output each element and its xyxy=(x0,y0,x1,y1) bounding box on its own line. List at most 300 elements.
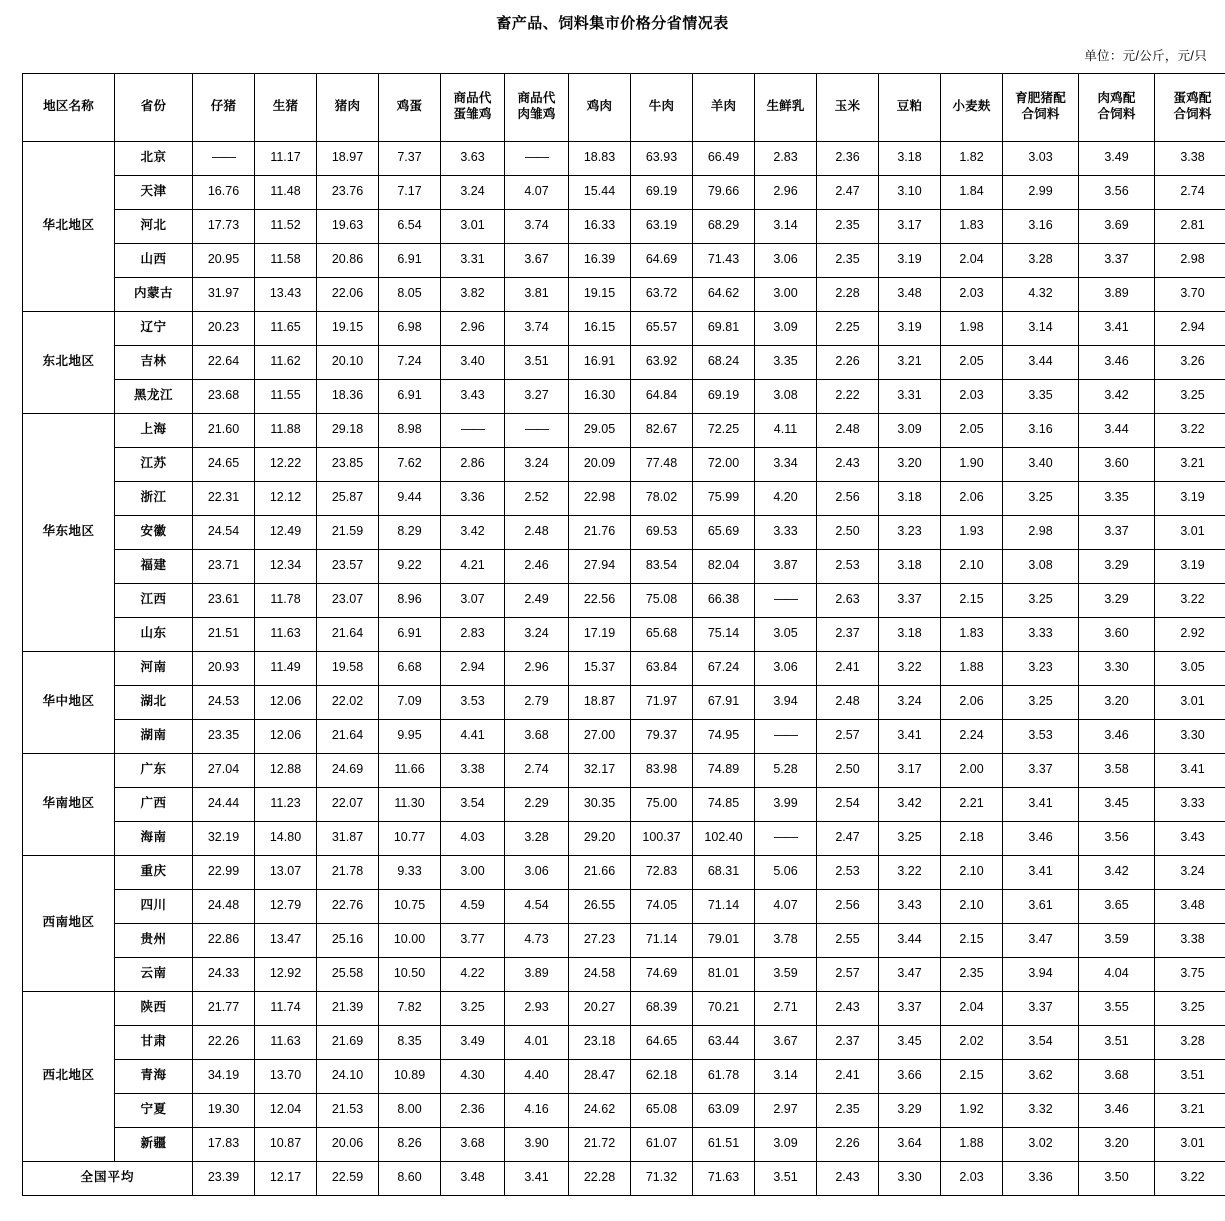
price-value-cell: 2.86 xyxy=(441,447,505,481)
price-value-cell: 3.01 xyxy=(1155,685,1225,719)
table-row xyxy=(23,175,1225,209)
price-value-cell: 100.37 xyxy=(631,821,693,855)
price-value-cell: 11.63 xyxy=(255,1025,317,1059)
table-head xyxy=(23,73,1225,141)
price-value-cell: 74.69 xyxy=(631,957,693,991)
price-value-cell: 11.78 xyxy=(255,583,317,617)
price-value-cell: 3.37 xyxy=(1079,515,1155,549)
price-value-cell: 11.65 xyxy=(255,311,317,345)
price-value-cell: 3.74 xyxy=(505,209,569,243)
price-value-cell: 3.78 xyxy=(755,923,817,957)
price-value-cell: 3.23 xyxy=(1003,651,1079,685)
price-value-cell: 3.35 xyxy=(755,345,817,379)
total-value-cell: 8.60 xyxy=(379,1161,441,1195)
region-name-cell: 西北地区 xyxy=(23,991,115,1161)
province-name-cell: 河北 xyxy=(115,209,193,243)
price-value-cell: 10.75 xyxy=(379,889,441,923)
price-value-cell: 3.28 xyxy=(505,821,569,855)
price-value-cell: 67.24 xyxy=(693,651,755,685)
price-value-cell: 3.24 xyxy=(505,447,569,481)
price-value-cell: 3.19 xyxy=(879,243,941,277)
price-value-cell: 8.29 xyxy=(379,515,441,549)
no-data-dash: —— xyxy=(774,830,797,845)
price-value-cell: 13.70 xyxy=(255,1059,317,1093)
table-row xyxy=(23,209,1225,243)
no-data-dash: —— xyxy=(774,728,797,743)
price-value-cell: 26.55 xyxy=(569,889,631,923)
price-value-cell: 25.16 xyxy=(317,923,379,957)
price-value-cell: 3.53 xyxy=(1003,719,1079,753)
price-value-cell: 11.88 xyxy=(255,413,317,447)
price-value-cell: 3.30 xyxy=(1079,651,1155,685)
price-value-cell: 3.60 xyxy=(1079,617,1155,651)
price-value-cell: 1.98 xyxy=(941,311,1003,345)
price-value-cell: 4.16 xyxy=(505,1093,569,1127)
price-value-cell: 1.88 xyxy=(941,651,1003,685)
price-value-cell: 11.74 xyxy=(255,991,317,1025)
price-value-cell: 3.06 xyxy=(755,243,817,277)
price-value-cell: 3.24 xyxy=(879,685,941,719)
price-value-cell: 29.20 xyxy=(569,821,631,855)
price-value-cell: 75.08 xyxy=(631,583,693,617)
price-value-cell: 3.29 xyxy=(1079,549,1155,583)
price-value-cell: 3.63 xyxy=(441,141,505,175)
price-value-cell: 3.87 xyxy=(755,549,817,583)
price-value-cell: 3.31 xyxy=(441,243,505,277)
price-value-cell: 2.06 xyxy=(941,481,1003,515)
price-value-cell: 20.10 xyxy=(317,345,379,379)
region-name-cell: 华东地区 xyxy=(23,413,115,651)
price-value-cell: 29.05 xyxy=(569,413,631,447)
price-value-cell: 3.58 xyxy=(1079,753,1155,787)
table-row xyxy=(23,243,1225,277)
price-value-cell: 11.48 xyxy=(255,175,317,209)
price-value-cell: 2.10 xyxy=(941,889,1003,923)
price-value-cell: 2.28 xyxy=(817,277,879,311)
price-value-cell: 3.41 xyxy=(1079,311,1155,345)
price-value-cell: 2.50 xyxy=(817,515,879,549)
price-value-cell: 2.24 xyxy=(941,719,1003,753)
price-value-cell: 3.41 xyxy=(1003,855,1079,889)
price-value-cell: 69.19 xyxy=(693,379,755,413)
price-value-cell: 7.62 xyxy=(379,447,441,481)
price-value-cell: 21.39 xyxy=(317,991,379,1025)
price-value-cell: 21.69 xyxy=(317,1025,379,1059)
price-value-cell: 7.17 xyxy=(379,175,441,209)
price-value-cell: 3.14 xyxy=(755,209,817,243)
price-value-cell: 3.17 xyxy=(879,209,941,243)
price-value-cell xyxy=(505,141,569,175)
price-value-cell: 3.64 xyxy=(879,1127,941,1161)
price-value-cell: 3.46 xyxy=(1079,345,1155,379)
price-value-cell: 3.49 xyxy=(441,1025,505,1059)
price-value-cell: 81.01 xyxy=(693,957,755,991)
price-value-cell: 6.91 xyxy=(379,243,441,277)
price-value-cell: 4.04 xyxy=(1079,957,1155,991)
price-value-cell: 4.54 xyxy=(505,889,569,923)
price-value-cell: 79.01 xyxy=(693,923,755,957)
price-value-cell: 15.37 xyxy=(569,651,631,685)
price-value-cell: 3.03 xyxy=(1003,141,1079,175)
column-header-line: 蛋雏鸡 xyxy=(453,107,492,121)
province-name-cell: 宁夏 xyxy=(115,1093,193,1127)
price-value-cell: 68.39 xyxy=(631,991,693,1025)
province-name-cell: 陕西 xyxy=(115,991,193,1025)
price-value-cell: 3.46 xyxy=(1079,719,1155,753)
price-value-cell: 65.68 xyxy=(631,617,693,651)
price-value-cell: 28.47 xyxy=(569,1059,631,1093)
price-value-cell: 69.81 xyxy=(693,311,755,345)
price-value-cell: 10.77 xyxy=(379,821,441,855)
price-value-cell: 23.07 xyxy=(317,583,379,617)
no-data-dash: —— xyxy=(461,422,484,437)
price-value-cell: 63.84 xyxy=(631,651,693,685)
table-row xyxy=(23,515,1225,549)
price-value-cell: 11.66 xyxy=(379,753,441,787)
price-value-cell: 2.53 xyxy=(817,549,879,583)
price-value-cell: 74.89 xyxy=(693,753,755,787)
price-value-cell: 8.26 xyxy=(379,1127,441,1161)
column-header-line: 合饲料 xyxy=(1097,107,1136,121)
price-value-cell: 3.56 xyxy=(1079,175,1155,209)
price-value-cell: 3.69 xyxy=(1079,209,1155,243)
price-value-cell: 66.38 xyxy=(693,583,755,617)
table-row xyxy=(23,923,1225,957)
price-value-cell: 3.31 xyxy=(879,379,941,413)
price-value-cell: 24.54 xyxy=(193,515,255,549)
column-header-line: 育肥猪配 xyxy=(1015,91,1066,106)
price-value-cell: 63.92 xyxy=(631,345,693,379)
province-name-cell: 江苏 xyxy=(115,447,193,481)
region-name-cell: 华南地区 xyxy=(23,753,115,855)
price-value-cell: 3.19 xyxy=(879,311,941,345)
total-value-cell: 22.28 xyxy=(569,1161,631,1195)
price-value-cell: 2.10 xyxy=(941,549,1003,583)
total-value-cell: 3.48 xyxy=(441,1161,505,1195)
price-value-cell: 11.30 xyxy=(379,787,441,821)
price-value-cell: 30.35 xyxy=(569,787,631,821)
price-value-cell: 72.83 xyxy=(631,855,693,889)
price-value-cell: 11.55 xyxy=(255,379,317,413)
price-value-cell: 2.00 xyxy=(941,753,1003,787)
price-value-cell: 3.18 xyxy=(879,141,941,175)
price-value-cell: 2.93 xyxy=(505,991,569,1025)
price-value-cell: 3.00 xyxy=(441,855,505,889)
price-value-cell: 11.62 xyxy=(255,345,317,379)
price-value-cell: 12.79 xyxy=(255,889,317,923)
price-value-cell: 82.67 xyxy=(631,413,693,447)
price-value-cell: 2.83 xyxy=(755,141,817,175)
price-value-cell: 3.38 xyxy=(1155,923,1225,957)
price-value-cell: 16.39 xyxy=(569,243,631,277)
table-row xyxy=(23,617,1225,651)
price-value-cell: 21.72 xyxy=(569,1127,631,1161)
price-value-cell: 2.29 xyxy=(505,787,569,821)
column-header xyxy=(1079,73,1155,141)
price-value-cell: 6.54 xyxy=(379,209,441,243)
price-value-cell: 3.09 xyxy=(755,1127,817,1161)
price-value-cell: 2.26 xyxy=(817,1127,879,1161)
price-value-cell: 3.08 xyxy=(755,379,817,413)
price-value-cell: 3.74 xyxy=(505,311,569,345)
price-value-cell: 3.00 xyxy=(755,277,817,311)
price-value-cell: 6.91 xyxy=(379,379,441,413)
province-name-cell: 上海 xyxy=(115,413,193,447)
price-value-cell: 10.87 xyxy=(255,1127,317,1161)
price-value-cell: 22.64 xyxy=(193,345,255,379)
price-value-cell: 21.64 xyxy=(317,719,379,753)
price-value-cell: 3.59 xyxy=(1079,923,1155,957)
column-header-line: 合饲料 xyxy=(1173,107,1212,121)
price-value-cell: 3.44 xyxy=(1003,345,1079,379)
price-value-cell: 3.41 xyxy=(879,719,941,753)
province-name-cell: 贵州 xyxy=(115,923,193,957)
total-value-cell: 71.32 xyxy=(631,1161,693,1195)
table-row xyxy=(23,1093,1225,1127)
price-value-cell: 63.19 xyxy=(631,209,693,243)
price-value-cell: 2.96 xyxy=(755,175,817,209)
price-value-cell: 69.19 xyxy=(631,175,693,209)
province-name-cell: 浙江 xyxy=(115,481,193,515)
total-value-cell: 23.39 xyxy=(193,1161,255,1195)
price-value-cell: 1.90 xyxy=(941,447,1003,481)
price-value-cell: 22.07 xyxy=(317,787,379,821)
column-header: 地区名称 xyxy=(23,73,115,141)
table-container xyxy=(0,73,1225,1196)
price-value-cell: 3.42 xyxy=(879,787,941,821)
price-value-cell: 3.49 xyxy=(1079,141,1155,175)
price-value-cell: 6.91 xyxy=(379,617,441,651)
price-value-cell: 25.58 xyxy=(317,957,379,991)
province-name-cell: 广西 xyxy=(115,787,193,821)
price-value-cell: 22.06 xyxy=(317,277,379,311)
province-name-cell: 广东 xyxy=(115,753,193,787)
price-value-cell: 3.29 xyxy=(1079,583,1155,617)
header-row xyxy=(23,73,1225,141)
price-value-cell: 3.25 xyxy=(1003,583,1079,617)
price-value-cell: 3.81 xyxy=(505,277,569,311)
price-value-cell: 3.59 xyxy=(755,957,817,991)
price-value-cell: 22.31 xyxy=(193,481,255,515)
price-value-cell: 11.63 xyxy=(255,617,317,651)
price-value-cell: 74.05 xyxy=(631,889,693,923)
price-value-cell: 3.41 xyxy=(1155,753,1225,787)
price-value-cell: 2.15 xyxy=(941,583,1003,617)
price-value-cell: 4.07 xyxy=(505,175,569,209)
table-row xyxy=(23,481,1225,515)
total-value-cell: 3.50 xyxy=(1079,1161,1155,1195)
price-value-cell: 13.43 xyxy=(255,277,317,311)
price-value-cell: 4.22 xyxy=(441,957,505,991)
table-row xyxy=(23,311,1225,345)
price-value-cell: 20.09 xyxy=(569,447,631,481)
price-value-cell: 31.87 xyxy=(317,821,379,855)
price-value-cell: 75.99 xyxy=(693,481,755,515)
price-value-cell: 69.53 xyxy=(631,515,693,549)
price-value-cell: 3.37 xyxy=(879,991,941,1025)
price-value-cell: 3.23 xyxy=(879,515,941,549)
price-value-cell: 2.26 xyxy=(817,345,879,379)
price-value-cell: 3.68 xyxy=(441,1127,505,1161)
price-value-cell: 3.20 xyxy=(879,447,941,481)
price-value-cell: 2.48 xyxy=(817,685,879,719)
price-value-cell: 3.37 xyxy=(1003,991,1079,1025)
column-header-line: 蛋鸡配 xyxy=(1173,91,1212,106)
price-value-cell: 72.00 xyxy=(693,447,755,481)
price-value-cell xyxy=(755,719,817,753)
price-value-cell: 82.04 xyxy=(693,549,755,583)
price-value-cell: 4.59 xyxy=(441,889,505,923)
table-row xyxy=(23,1127,1225,1161)
price-value-cell: 83.98 xyxy=(631,753,693,787)
price-value-cell: 8.96 xyxy=(379,583,441,617)
price-value-cell: 11.58 xyxy=(255,243,317,277)
price-value-cell: 3.94 xyxy=(755,685,817,719)
province-name-cell: 湖南 xyxy=(115,719,193,753)
price-value-cell: 10.00 xyxy=(379,923,441,957)
no-data-dash: —— xyxy=(212,150,235,165)
price-value-cell: 3.02 xyxy=(1003,1127,1079,1161)
price-value-cell: 4.07 xyxy=(755,889,817,923)
price-value-cell: 22.98 xyxy=(569,481,631,515)
price-value-cell: 3.43 xyxy=(1155,821,1225,855)
price-value-cell: 12.06 xyxy=(255,719,317,753)
price-value-cell: 18.83 xyxy=(569,141,631,175)
price-value-cell: 20.86 xyxy=(317,243,379,277)
price-value-cell: 20.06 xyxy=(317,1127,379,1161)
table-row xyxy=(23,651,1225,685)
price-value-cell: 3.42 xyxy=(1079,855,1155,889)
price-value-cell: 27.00 xyxy=(569,719,631,753)
column-header: 生猪 xyxy=(255,73,317,141)
price-value-cell: 21.78 xyxy=(317,855,379,889)
column-header-line: 肉雏鸡 xyxy=(517,107,556,121)
price-value-cell: 16.76 xyxy=(193,175,255,209)
table-row xyxy=(23,1025,1225,1059)
price-value-cell: 23.35 xyxy=(193,719,255,753)
price-value-cell: 21.60 xyxy=(193,413,255,447)
price-value-cell: 12.06 xyxy=(255,685,317,719)
price-value-cell: 74.85 xyxy=(693,787,755,821)
price-value-cell: 24.48 xyxy=(193,889,255,923)
price-value-cell: 3.33 xyxy=(1155,787,1225,821)
price-value-cell: 67.91 xyxy=(693,685,755,719)
price-value-cell: 3.47 xyxy=(1003,923,1079,957)
column-header-line: 合饲料 xyxy=(1021,107,1060,121)
price-value-cell: 12.34 xyxy=(255,549,317,583)
price-value-cell: 2.36 xyxy=(817,141,879,175)
price-value-cell: 65.69 xyxy=(693,515,755,549)
price-value-cell: 16.30 xyxy=(569,379,631,413)
table-row xyxy=(23,141,1225,175)
price-value-cell: 3.46 xyxy=(1003,821,1079,855)
price-value-cell: 3.44 xyxy=(1079,413,1155,447)
price-value-cell: 3.18 xyxy=(879,617,941,651)
price-value-cell: 21.64 xyxy=(317,617,379,651)
price-value-cell: 4.03 xyxy=(441,821,505,855)
total-value-cell: 3.41 xyxy=(505,1161,569,1195)
price-value-cell: 2.83 xyxy=(441,617,505,651)
price-value-cell xyxy=(755,821,817,855)
price-value-cell: 3.05 xyxy=(755,617,817,651)
price-value-cell: 2.35 xyxy=(941,957,1003,991)
table-row xyxy=(23,889,1225,923)
table-row xyxy=(23,855,1225,889)
price-value-cell: 11.23 xyxy=(255,787,317,821)
price-value-cell: 2.50 xyxy=(817,753,879,787)
column-header-line: 商品代 xyxy=(517,91,556,106)
table-row xyxy=(23,1059,1225,1093)
price-value-cell: 3.16 xyxy=(1003,413,1079,447)
price-value-cell: 32.19 xyxy=(193,821,255,855)
price-value-cell: 3.19 xyxy=(1155,549,1225,583)
price-value-cell: 2.98 xyxy=(1155,243,1225,277)
province-name-cell: 北京 xyxy=(115,141,193,175)
province-name-cell: 吉林 xyxy=(115,345,193,379)
price-value-cell: 61.78 xyxy=(693,1059,755,1093)
price-value-cell: 3.51 xyxy=(1155,1059,1225,1093)
price-value-cell: 9.95 xyxy=(379,719,441,753)
price-value-cell: 19.15 xyxy=(317,311,379,345)
price-value-cell: 3.99 xyxy=(755,787,817,821)
price-value-cell: 3.32 xyxy=(1003,1093,1079,1127)
price-value-cell: 3.70 xyxy=(1155,277,1225,311)
price-value-cell: 5.28 xyxy=(755,753,817,787)
price-value-cell: 2.10 xyxy=(941,855,1003,889)
price-value-cell: 24.44 xyxy=(193,787,255,821)
region-name-cell: 华中地区 xyxy=(23,651,115,753)
price-value-cell: 71.14 xyxy=(693,889,755,923)
total-row xyxy=(23,1161,1225,1195)
no-data-dash: —— xyxy=(525,422,548,437)
price-value-cell: 3.53 xyxy=(441,685,505,719)
price-value-cell: 23.76 xyxy=(317,175,379,209)
price-value-cell: 24.62 xyxy=(569,1093,631,1127)
price-value-cell: 2.47 xyxy=(817,821,879,855)
total-value-cell: 12.17 xyxy=(255,1161,317,1195)
province-name-cell: 甘肃 xyxy=(115,1025,193,1059)
price-value-cell: 3.48 xyxy=(879,277,941,311)
price-value-cell: 12.92 xyxy=(255,957,317,991)
total-value-cell: 3.30 xyxy=(879,1161,941,1195)
column-header: 省份 xyxy=(115,73,193,141)
table-row xyxy=(23,685,1225,719)
price-value-cell: 2.96 xyxy=(441,311,505,345)
price-value-cell: 2.48 xyxy=(817,413,879,447)
price-value-cell: 3.05 xyxy=(1155,651,1225,685)
column-header-line: 商品代 xyxy=(453,91,492,106)
price-value-cell: 2.18 xyxy=(941,821,1003,855)
price-value-cell: 22.86 xyxy=(193,923,255,957)
price-value-cell: 72.25 xyxy=(693,413,755,447)
price-value-cell: 2.98 xyxy=(1003,515,1079,549)
price-value-cell: 3.18 xyxy=(879,549,941,583)
price-value-cell: 9.44 xyxy=(379,481,441,515)
price-value-cell: 20.23 xyxy=(193,311,255,345)
price-value-cell: 7.82 xyxy=(379,991,441,1025)
price-value-cell: 3.40 xyxy=(1003,447,1079,481)
province-name-cell: 云南 xyxy=(115,957,193,991)
price-value-cell: 3.43 xyxy=(441,379,505,413)
price-value-cell: 27.23 xyxy=(569,923,631,957)
price-value-cell: 4.11 xyxy=(755,413,817,447)
price-value-cell: 2.55 xyxy=(817,923,879,957)
total-value-cell: 2.03 xyxy=(941,1161,1003,1195)
price-value-cell: 3.33 xyxy=(755,515,817,549)
price-value-cell: 3.29 xyxy=(879,1093,941,1127)
price-value-cell: 2.04 xyxy=(941,991,1003,1025)
price-value-cell: 12.49 xyxy=(255,515,317,549)
